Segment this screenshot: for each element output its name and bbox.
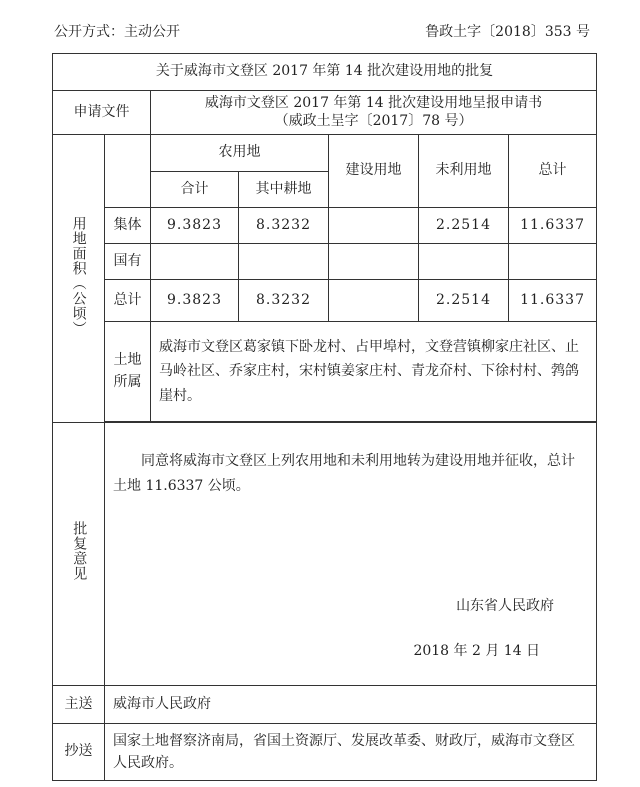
land-area-label-text: 用地面积（公顷） (70, 215, 87, 336)
header-agri-subtotal: 合计 (151, 172, 239, 208)
document-title: 关于威海市文登区 2017 年第 14 批次建设用地的批复 (53, 54, 597, 91)
approval-opinion (105, 423, 597, 686)
ownership-label-line-2: 所属 (113, 373, 142, 390)
ownership-label-line-1: 土地 (113, 351, 142, 368)
cell-arable: 8.3232 (239, 208, 329, 244)
cell-agri-total: 9.3823 (151, 280, 239, 322)
approval-date: 2018 年 2 月 14 日 (413, 643, 541, 659)
cell-construction (329, 244, 419, 280)
header-agricultural-land: 农用地 (151, 135, 329, 172)
opinion-text: 同意将威海市文登区上列农用地和未利用地转为建设用地并征收，总计土地 11.6337 公顷。 (113, 453, 575, 495)
cell-arable: 8.3232 (239, 280, 329, 322)
cell-total (509, 244, 597, 280)
table-row-total (53, 280, 597, 322)
cell-unused (419, 244, 509, 280)
row-label: 国有 (105, 244, 151, 280)
cell-total: 11.6337 (509, 280, 597, 322)
cell-arable (239, 244, 329, 280)
header-unused-land: 未利用地 (419, 135, 509, 208)
land-ownership-text: 威海市文登区葛家镇下卧龙村、占甲埠村，文登营镇柳家庄社区、止马岭社区、乔家庄村，宋村镇姜家庄村、青龙夼村、下徐村村、鹁鸽崖村。 (151, 322, 597, 422)
header-construction-land: 建设用地 (329, 135, 419, 208)
cell-total: 11.6337 (509, 208, 597, 244)
send-to-label: 主送 (53, 686, 105, 724)
application-document (151, 91, 597, 135)
land-area-label (53, 135, 105, 423)
application-label: 申请文件 (53, 91, 151, 135)
cc-label: 抄送 (53, 723, 105, 781)
opinion-label-text: 批复意见 (71, 521, 88, 582)
row-label: 总计 (105, 280, 151, 322)
cell-construction (329, 280, 419, 322)
table-row-state-owned (53, 244, 597, 280)
cell-agri-total: 9.3823 (151, 208, 239, 244)
cc-value: 国家土地督察济南局，省国土资源厅、发展改革委、财政厅，威海市文登区人民政府。 (105, 723, 597, 781)
cell-unused: 2.2514 (419, 280, 509, 322)
blank-header-cell (105, 135, 151, 208)
header-total: 总计 (509, 135, 597, 208)
header-arable-land: 其中耕地 (239, 172, 329, 208)
approval-form-table (52, 53, 597, 781)
send-to-value: 威海市人民政府 (105, 686, 597, 724)
ownership-label (105, 322, 151, 422)
application-line-2: （威政土呈字〔2017〕78 号） (274, 112, 473, 129)
cell-agri-total (151, 244, 239, 280)
cell-unused: 2.2514 (419, 208, 509, 244)
application-line-1: 威海市文登区 2017 年第 14 批次建设用地呈报申请书 (204, 95, 543, 111)
opinion-label (53, 423, 105, 686)
document-number: 鲁政土字〔2018〕353 号 (425, 24, 590, 40)
table-row-collective (53, 208, 597, 244)
cell-construction (329, 208, 419, 244)
signing-authority: 山东省人民政府 (456, 598, 555, 614)
disclosure-method: 公开方式：主动公开 (54, 24, 180, 40)
row-label: 集体 (105, 208, 151, 244)
